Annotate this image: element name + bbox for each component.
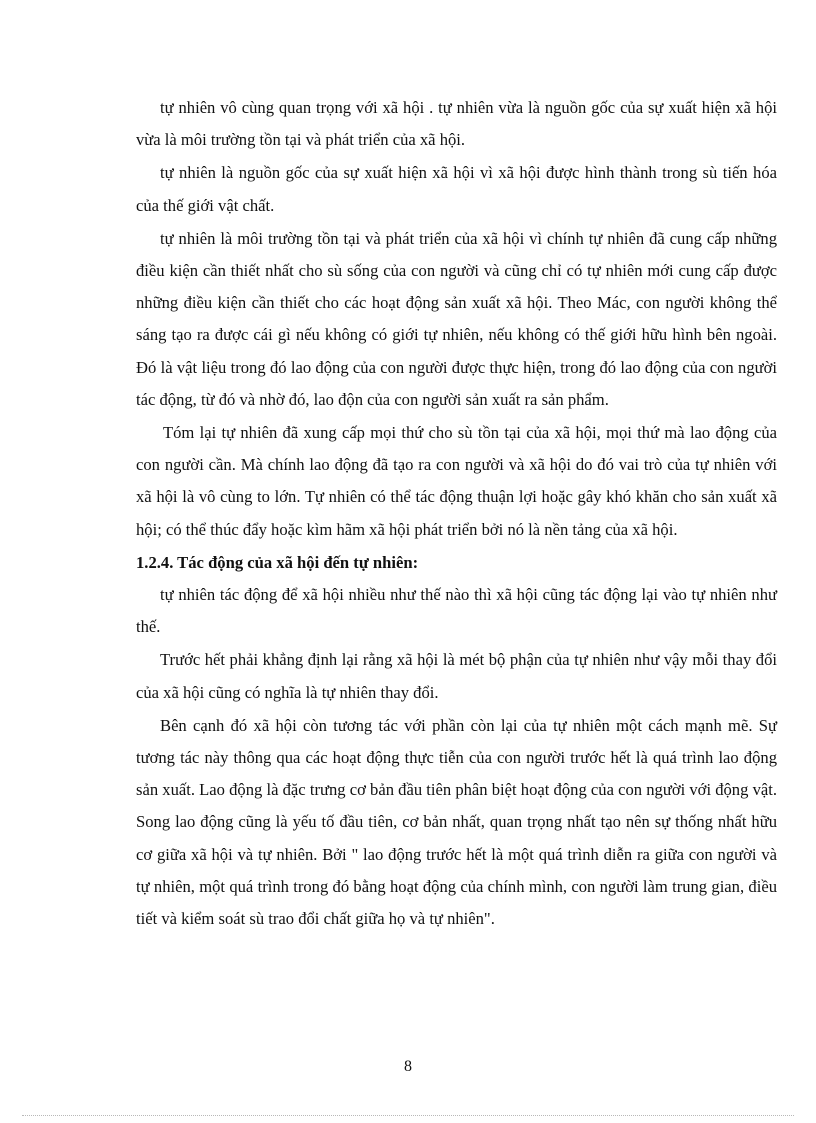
paragraph-nature-importance: tự nhiên vô cùng quan trọng với xã hội . tự nhiên vừa là nguồn gốc của sự xuất hiện xã hội vừa là môi trường tồn tại và phát triển của xã hội. — [136, 98, 777, 150]
paragraph-summary: Tóm lại tự nhiên đã xung cấp mọi thứ cho sù tồn tại của xã hội, mọi thứ mà lao động của con người cần. Mà chính lao động đã tạo ra con người và xã hội do đó vai trò của tự nhiên với xã hội là vô cùng to lớn. Tự nhiên có thể tác động thuận lợi hoặc gây khó khăn cho sản xuất xã hội; có thể thúc đẩy hoặc kìm hãm xã hội phát triển bởi nó là nền tảng của xã hội. — [136, 423, 777, 539]
paragraph-living-environment: tự nhiên là môi trường tồn tại và phát triển của xã hội vì chính tự nhiên đã cung cấp những điều kiện cần thiết nhất cho sù sống của con người và cũng chỉ có tự nhiên mới cung cấp được những điều kiện cần thiết cho các hoạt động sản xuất xã hội. Theo Mác, con người không thể sáng tạo ra được cái gì nếu không có giới tự nhiên, nếu không có thế giới hữu hình bên ngoài. Đó là vật liệu trong đó lao động của con người được thực hiện, trong đó lao động của con người tác động, từ đó và nhờ đó, lao độn của con người sản xuất ra sản phẩm. — [136, 228, 777, 409]
page-number: 8 — [404, 1058, 412, 1075]
paragraph-origin-of-society: tự nhiên là nguồn gốc của sự xuất hiện xã hội vì xã hội được hình thành trong sù tiến hóa của thế giới vật chất. — [136, 163, 777, 215]
paragraph-mutual-impact: tự nhiên tác động để xã hội nhiều như thế nào thì xã hội cũng tác động lại vào tự nhiên như thế. — [136, 585, 777, 637]
page-content — [136, 92, 777, 936]
page-bottom-divider — [22, 1115, 794, 1116]
paragraph-society-part-of-nature: Trước hết phải khẳng định lại rằng xã hội là mét bộ phận của tự nhiên như vậy mỗi thay đổi của xã hội cũng có nghĩa là tự nhiên thay đổi. — [136, 650, 777, 702]
section-heading: 1.2.4. Tác động của xã hội đến tự nhiên: — [136, 552, 419, 572]
paragraph-labor-interaction: Bên cạnh đó xã hội còn tương tác với phần còn lại của tự nhiên một cách mạnh mẽ. Sự tương tác này thông qua các hoạt động thực tiễn của con người trước hết là quá trình lao động sản xuất. Lao động là đặc trưng cơ bản đầu tiên phân biệt hoạt động của con người với động vật. Song lao động cũng là yếu tố đầu tiên, cơ bản nhất, quan trọng nhất tạo nên sự thống nhất hữu cơ giữa xã hội và tự nhiên. Bởi " lao động trước hết là một quá trình diễn ra giữa con người và tự nhiên, một quá trình trong đó bằng hoạt động của chính mình, con người làm trung gian, điều tiết và kiểm soát sù trao đổi chất giữa họ và tự nhiên". — [136, 715, 777, 929]
